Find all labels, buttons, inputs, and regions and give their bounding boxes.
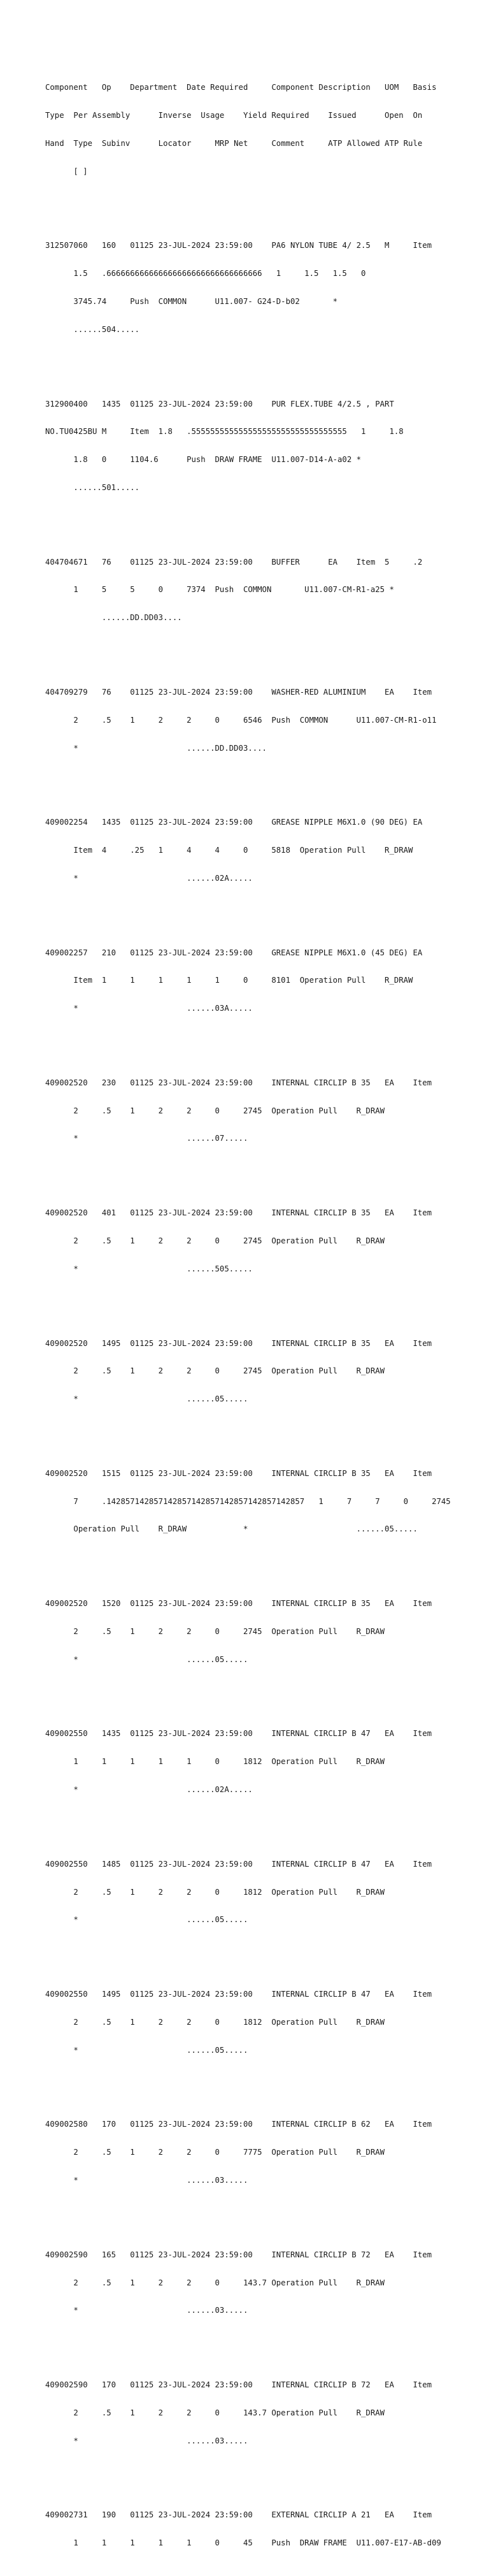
report-header — [45, 64, 451, 194]
record-line: 2 .5 1 2 2 0 1812 Operation Pull R_DRAW — [45, 2017, 385, 2027]
record-409002520-230 — [45, 1060, 451, 1162]
record-line: * ......05..... — [45, 1394, 248, 1404]
record-line: 2 .5 1 2 2 0 2745 Operation Pull R_DRAW — [45, 1626, 385, 1636]
record-line: 409002731 190 01125 23-JUL-2024 23:59:00 EXTERNAL CIRCLIP A 21 EA Item — [45, 2510, 432, 2520]
record-line: * ......505..... — [45, 1264, 253, 1273]
report-listing — [45, 46, 451, 2576]
record-line: 409002520 1520 01125 23-JUL-2024 23:59:00 INTERNAL CIRCLIP B 35 EA Item — [45, 1599, 432, 1609]
record-312507060 — [45, 222, 451, 352]
record-409002520-1520 — [45, 1581, 451, 1683]
record-line: 409002550 1435 01125 23-JUL-2024 23:59:00 INTERNAL CIRCLIP B 47 EA Item — [45, 1729, 432, 1739]
record-line: 1 1 1 1 1 0 45 Push DRAW FRAME U11.007-E17-AB-d09 — [45, 2538, 441, 2548]
record-line: * ......DD.DD03.... — [45, 743, 267, 753]
record-line: * ......03..... — [45, 2306, 248, 2315]
record-line: 1.8 0 1104.6 Push DRAW FRAME U11.007-D14-A-a02 * — [45, 455, 362, 465]
record-line: 409002254 1435 01125 23-JUL-2024 23:59:00 GREASE NIPPLE M6X1.0 (90 DEG) EA — [45, 818, 423, 827]
record-line: 2 .5 1 2 2 0 143.7 Operation Pull R_DRAW — [45, 2408, 385, 2417]
record-line: 409002590 165 01125 23-JUL-2024 23:59:00 INTERNAL CIRCLIP B 72 EA Item — [45, 2250, 432, 2259]
record-line: 312900400 1435 01125 23-JUL-2024 23:59:00 PUR FLEX.TUBE 4/2.5 , PART — [45, 399, 394, 409]
record-line: * ......02A..... — [45, 873, 253, 883]
record-409002590-165 — [45, 2232, 451, 2334]
record-line: 2 .5 1 2 2 0 2745 Operation Pull R_DRAW — [45, 1106, 385, 1115]
record-line: Item 4 .25 1 4 4 0 5818 Operation Pull R_DRAW — [45, 846, 413, 855]
record-409002550-1435 — [45, 1711, 451, 1813]
record-409002550-1495 — [45, 1971, 451, 2074]
record-409002550-1485 — [45, 1841, 451, 1944]
header-line: Type Per Assembly Inverse Usage Yield Required Issued Open On — [45, 111, 423, 120]
record-409002257 — [45, 929, 451, 1032]
record-404704671 — [45, 539, 451, 641]
record-line: 1 1 1 1 1 0 1812 Operation Pull R_DRAW — [45, 1757, 385, 1767]
record-line: 409002550 1495 01125 23-JUL-2024 23:59:00 INTERNAL CIRCLIP B 47 EA Item — [45, 1990, 432, 1999]
record-line: 7 .142857142857142857142857142857142857142857 1 7 7 0 2745 — [45, 1496, 451, 1506]
record-line: 1 5 5 0 7374 Push COMMON U11.007-CM-R1-a25 * — [45, 585, 394, 595]
record-line: 3745.74 Push COMMON U11.007- G24-D-b02 * — [45, 297, 338, 307]
record-404709279 — [45, 669, 451, 772]
record-line: * ......05..... — [45, 2045, 248, 2055]
header-line: [ ] — [45, 166, 88, 176]
record-409002580-170 — [45, 2101, 451, 2204]
record-409002520-1515 — [45, 1451, 451, 1553]
record-line: 312507060 160 01125 23-JUL-2024 23:59:00 PA6 NYLON TUBE 4/ 2.5 M Item — [45, 241, 432, 250]
record-409002520-1495 — [45, 1320, 451, 1422]
record-line: * ......03..... — [45, 2436, 248, 2445]
record-line: * ......05..... — [45, 1915, 248, 1925]
record-line: * ......02A..... — [45, 1785, 253, 1795]
record-409002520-401 — [45, 1190, 451, 1292]
record-line: 409002257 210 01125 23-JUL-2024 23:59:00 GREASE NIPPLE M6X1.0 (45 DEG) EA — [45, 948, 423, 957]
record-line: 2 .5 1 2 2 0 143.7 Operation Pull R_DRAW — [45, 2278, 385, 2287]
record-line: 2 .5 1 2 2 0 7775 Operation Pull R_DRAW — [45, 2148, 385, 2157]
record-line: 409002520 401 01125 23-JUL-2024 23:59:00 INTERNAL CIRCLIP B 35 EA Item — [45, 1208, 432, 1218]
header-line: Component Op Department Date Required Component Description UOM Basis — [45, 83, 437, 92]
record-line: 2 .5 1 2 2 0 2745 Operation Pull R_DRAW — [45, 1236, 385, 1245]
record-409002590-170 — [45, 2362, 451, 2464]
record-312900400 — [45, 380, 451, 510]
record-line: 1.5 .666666666666666666666666666666666 1 1.5 1.5 0 — [45, 269, 366, 279]
record-line: 409002520 1515 01125 23-JUL-2024 23:59:00 INTERNAL CIRCLIP B 35 EA Item — [45, 1468, 432, 1478]
record-line: * ......03..... — [45, 2175, 248, 2185]
record-line: ......DD.DD03.... — [45, 613, 182, 623]
record-line: 404709279 76 01125 23-JUL-2024 23:59:00 WASHER-RED ALUMINIUM EA Item — [45, 687, 432, 697]
record-line: 409002550 1485 01125 23-JUL-2024 23:59:00 INTERNAL CIRCLIP B 47 EA Item — [45, 1859, 432, 1869]
record-line: * ......05..... — [45, 1654, 248, 1664]
record-line: NO.TU0425BU M Item 1.8 .555555555555555555555555555555555 1 1.8 — [45, 427, 404, 437]
record-line: 409002590 170 01125 23-JUL-2024 23:59:00 INTERNAL CIRCLIP B 72 EA Item — [45, 2380, 432, 2390]
record-line: 409002520 230 01125 23-JUL-2024 23:59:00 INTERNAL CIRCLIP B 35 EA Item — [45, 1078, 432, 1087]
record-409002731-190 — [45, 2492, 451, 2566]
record-line: * ......03A..... — [45, 1004, 253, 1013]
record-line: ......504..... — [45, 324, 140, 334]
record-line: Operation Pull R_DRAW * ......05..... — [45, 1524, 418, 1534]
record-line: Item 1 1 1 1 1 0 8101 Operation Pull R_DRAW — [45, 976, 413, 985]
record-line: ......501..... — [45, 482, 140, 492]
record-line: 2 .5 1 2 2 0 1812 Operation Pull R_DRAW — [45, 1887, 385, 1897]
record-line: 404704671 76 01125 23-JUL-2024 23:59:00 BUFFER EA Item 5 .2 — [45, 557, 423, 567]
header-line: Hand Type Subinv Locator MRP Net Comment ATP Allowed ATP Rule — [45, 138, 423, 148]
record-line: 2 .5 1 2 2 0 6546 Push COMMON U11.007-CM-R1-o11 — [45, 715, 437, 725]
record-409002254 — [45, 799, 451, 902]
record-line: 2 .5 1 2 2 0 2745 Operation Pull R_DRAW — [45, 1366, 385, 1376]
record-line: 409002580 170 01125 23-JUL-2024 23:59:00 INTERNAL CIRCLIP B 62 EA Item — [45, 2120, 432, 2129]
record-line: 409002520 1495 01125 23-JUL-2024 23:59:00 INTERNAL CIRCLIP B 35 EA Item — [45, 1338, 432, 1348]
record-line: * ......07..... — [45, 1134, 248, 1143]
